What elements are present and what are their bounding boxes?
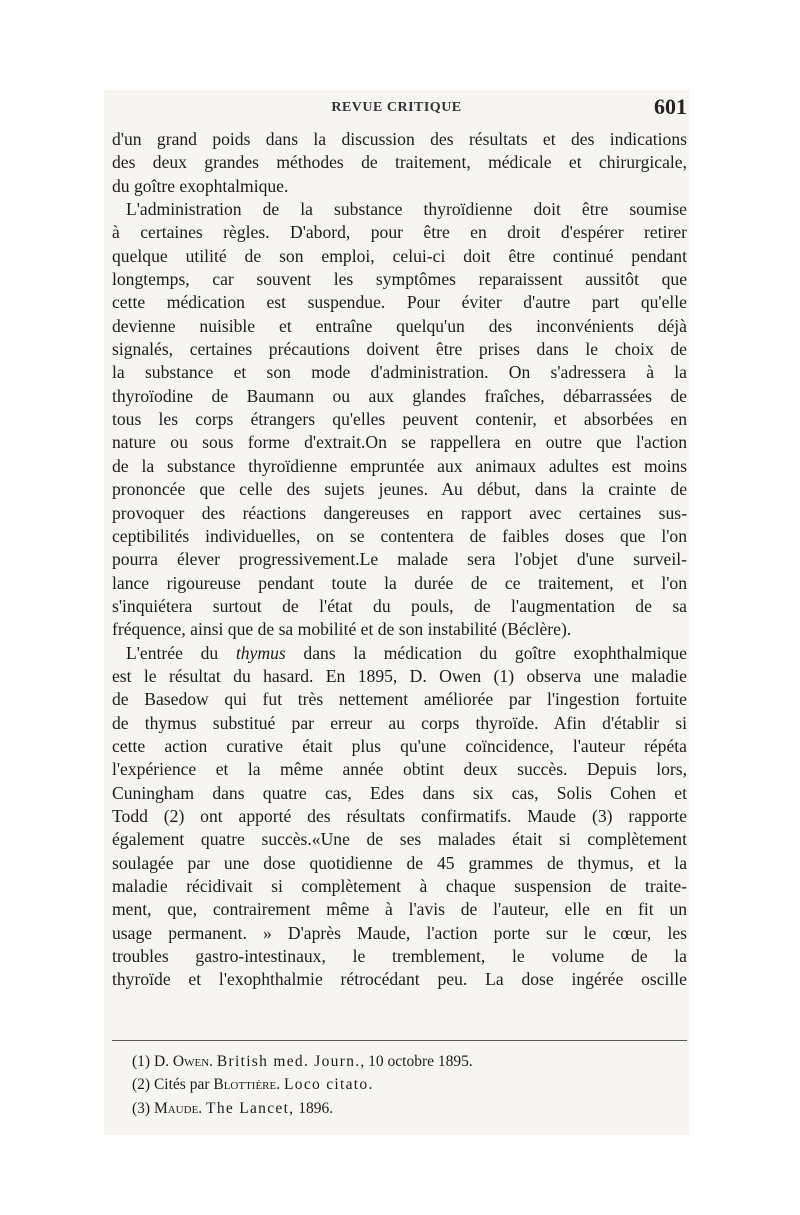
footnote-number: (3)	[132, 1099, 151, 1117]
text-line: provoquer des réactions dangereuses en rapport avec certaines sus-	[112, 502, 687, 523]
text-line: de Basedow qui fut très nettement améliorée par l'ingestion fortuite	[112, 689, 687, 710]
text-line: également quatre succès.«Une de ses malades était si complètement	[112, 829, 687, 850]
text-line: devienne nuisible et entraîne quelqu'un des inconvénients déjà	[112, 315, 687, 336]
text-line: des deux grandes méthodes de traitement, médicale et chirurgicale,	[112, 152, 687, 173]
text-run: L'entrée du	[126, 642, 236, 663]
footnote-divider	[112, 1040, 687, 1041]
page-number: 601	[654, 94, 687, 119]
footnote-detail: , 10 octobre 1895.	[360, 1053, 473, 1070]
text-line: lance rigoureuse pendant toute la durée de ce traitement, et l'on	[112, 572, 687, 593]
text-line: tous les corps étrangers qu'elles peuvent contenir, et absorbées en	[112, 409, 687, 430]
text-line: d'un grand poids dans la discussion des résultats et des indications	[112, 129, 687, 149]
text-line: maladie récidivait si complètement à chaque suspension de traite-	[112, 876, 687, 896]
text-line: Todd (2) ont apporté des résultats confirmatifs. Maude (3) rapporte	[112, 805, 687, 826]
text-line: du goître exophtalmique.	[112, 175, 289, 196]
text-line: signalés, certaines précautions doivent être prises dans le choix de	[112, 339, 687, 360]
page-header	[104, 96, 689, 124]
text-line: prononcée que celle des sujets jeunes. Au début, dans la crainte de	[112, 479, 687, 500]
footnote-number: (1)	[132, 1053, 151, 1070]
footnote-detail: 1896.	[294, 1099, 334, 1117]
text-line: pourra élever progressivement.Le malade sera l'objet d'une surveil-	[112, 549, 687, 570]
footnotes	[132, 1050, 687, 1120]
text-line: est le résultat du hasard. En 1895, D. Owen (1) observa une maladie	[112, 665, 687, 686]
footnote-author: D. Owen.	[153, 1053, 214, 1070]
text-line: usage permanent. » D'après Maude, l'action porte sur le cœur, les	[112, 922, 687, 943]
text-line: quelque utilité de son emploi, celui-ci doit être continué pendant	[112, 245, 687, 266]
text-line: longtemps, car souvent les symptômes reparaissent aussitôt que	[112, 269, 687, 290]
text-line: troubles gastro-intestinaux, le tremblement, le volume de la	[112, 946, 687, 967]
footnote-2	[132, 1073, 687, 1096]
text-line: nature ou sous forme d'extrait.On se rappellera en outre que l'action	[112, 432, 687, 453]
text-line: cette action curative était plus qu'une coïncidence, l'auteur répéta	[112, 735, 687, 756]
text-line: la substance et son mode d'administration. On s'adressera à la	[112, 362, 687, 383]
text-line: cette médication est suspendue. Pour éviter d'autre part qu'elle	[112, 292, 687, 313]
text-line: l'expérience et la même année obtint deux succès. Depuis lors,	[112, 759, 687, 780]
footnote-3	[132, 1097, 687, 1120]
text-line: de la substance thyroïdienne empruntée aux animaux adultes est moins	[112, 455, 687, 476]
footnote-author: Maude.	[153, 1099, 203, 1117]
text-line: ment, que, contrairement même à l'avis de l'auteur, elle en fit un	[112, 899, 687, 920]
text-line: fréquence, ainsi que de sa mobilité et de son instabilité (Béclère).	[112, 619, 572, 640]
text-line	[112, 642, 687, 665]
footnote-author: Blottière.	[213, 1076, 281, 1094]
document-page	[104, 90, 689, 1135]
footnote-source: Loco citato.	[284, 1076, 374, 1094]
footnote-prefix: Cités par	[153, 1076, 210, 1094]
text-line: ceptibilités individuelles, on se contentera de faibles doses que l'on	[112, 525, 687, 546]
running-head: REVUE CRITIQUE	[331, 100, 462, 115]
footnote-number: (2)	[132, 1076, 151, 1094]
text-run: dans la médication du goître exophthalmique	[285, 642, 687, 663]
text-line: L'administration de la substance thyroïdienne doit être soumise	[126, 199, 687, 220]
body-text	[112, 128, 687, 992]
text-line: thyroïde et l'exophthalmie rétrocédant peu. La dose ingérée oscille	[112, 969, 687, 990]
text-line: s'inquiétera surtout de l'état du pouls, de l'augmentation de sa	[112, 595, 687, 616]
text-line: Cuningham dans quatre cas, Edes dans six cas, Solis Cohen et	[112, 782, 687, 803]
text-line: soulagée par une dose quotidienne de 45 grammes de thymus, et la	[112, 852, 687, 873]
footnote-source: British med. Journ.	[216, 1053, 361, 1070]
italic-term: thymus	[235, 642, 286, 663]
footnote-1	[132, 1050, 687, 1073]
text-line: thyroïodine de Baumann ou aux glandes fraîches, débarrassées de	[112, 385, 687, 406]
text-line: à certaines règles. D'abord, pour être en droit d'espérer retirer	[112, 222, 687, 243]
footnote-source: The Lancet,	[206, 1099, 295, 1117]
text-line: de thymus substitué par erreur au corps thyroïde. Afin d'établir si	[112, 712, 687, 733]
